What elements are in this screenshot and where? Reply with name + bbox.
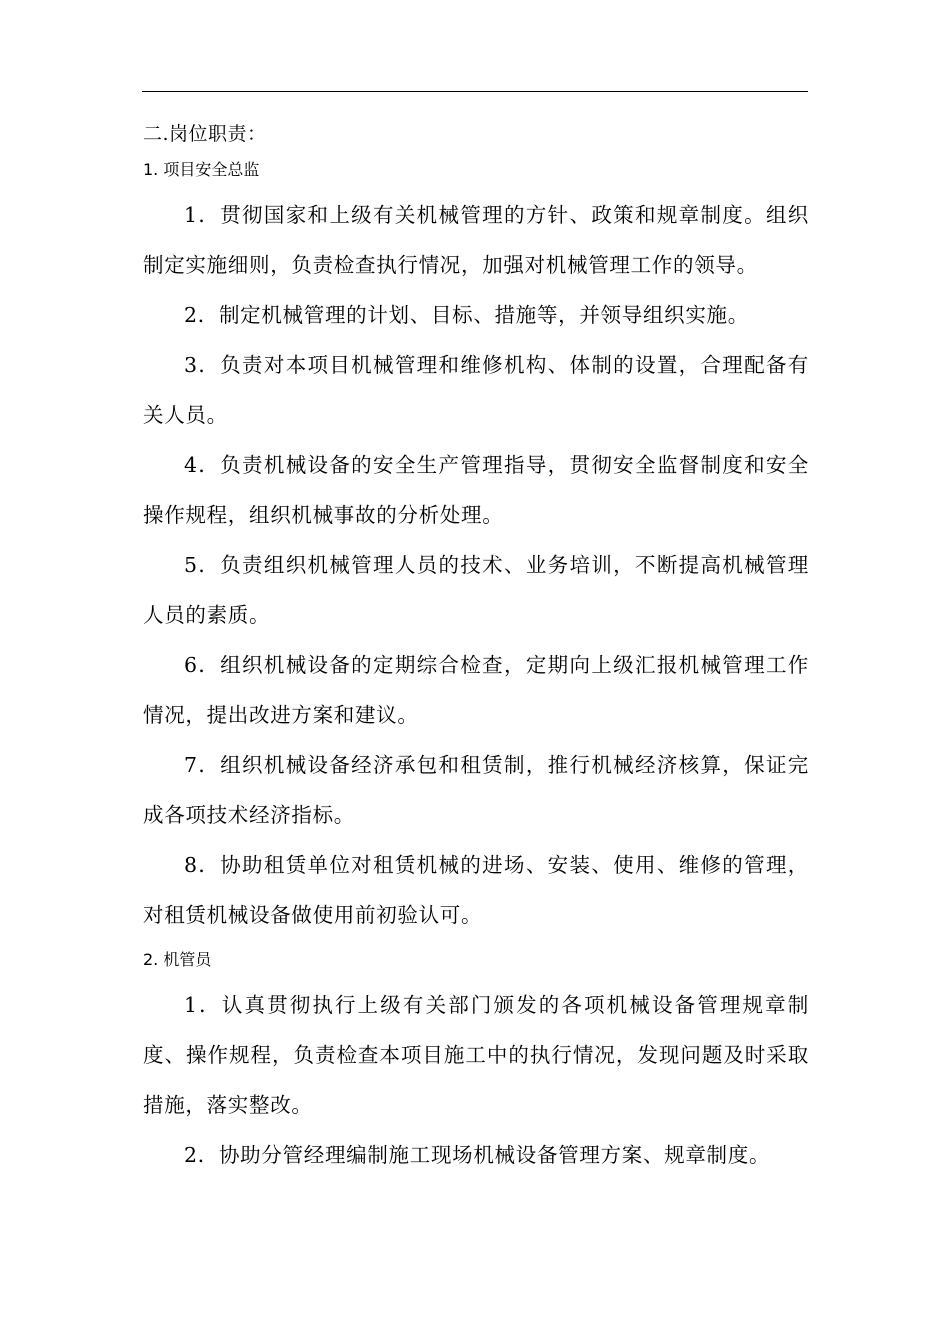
duty-item: 6．组织机械设备的定期综合检查，定期向上级汇报机械管理工作情况，提出改进方案和建议。 xyxy=(143,653,809,727)
duty-item: 2．协助分管经理编制施工现场机械设备管理方案、规章制度。 xyxy=(184,1143,771,1167)
header-rule xyxy=(142,91,808,92)
duty-item: 4．负责机械设备的安全生产管理指导，贯彻安全监督制度和安全操作规程，组织机械事故的分析处理。 xyxy=(143,453,809,527)
duty-item: 1．贯彻国家和上级有关机械管理的方针、政策和规章制度。组织制定实施细则，负责检查执行情况，加强对机械管理工作的领导。 xyxy=(143,203,809,277)
duty-item: 7．组织机械设备经济承包和租赁制，推行机械经济核算，保证完成各项技术经济指标。 xyxy=(143,753,809,827)
duty-item: 3．负责对本项目机械管理和维修机构、体制的设置，合理配备有关人员。 xyxy=(143,353,809,427)
duty-item: 2．制定机械管理的计划、目标、措施等，并领导组织实施。 xyxy=(184,303,749,327)
section-title: 二.岗位职责： xyxy=(143,123,267,145)
document-body xyxy=(143,116,809,1180)
duty-item: 1．认真贯彻执行上级有关部门颁发的各项机械设备管理规章制度、操作规程，负责检查本项目施工中的执行情况，发现问题及时采取措施，落实整改。 xyxy=(143,993,809,1117)
duty-item: 8．协助租赁单位对租赁机械的进场、安装、使用、维修的管理，对租赁机械设备做使用前初验认可。 xyxy=(143,853,809,927)
duty-item: 5．负责组织机械管理人员的技术、业务培训，不断提高机械管理人员的素质。 xyxy=(143,553,809,627)
subsection-heading-safety-director: 1. 项目安全总监 xyxy=(143,160,260,179)
subsection-heading-machine-manager: 2. 机管员 xyxy=(143,950,212,969)
